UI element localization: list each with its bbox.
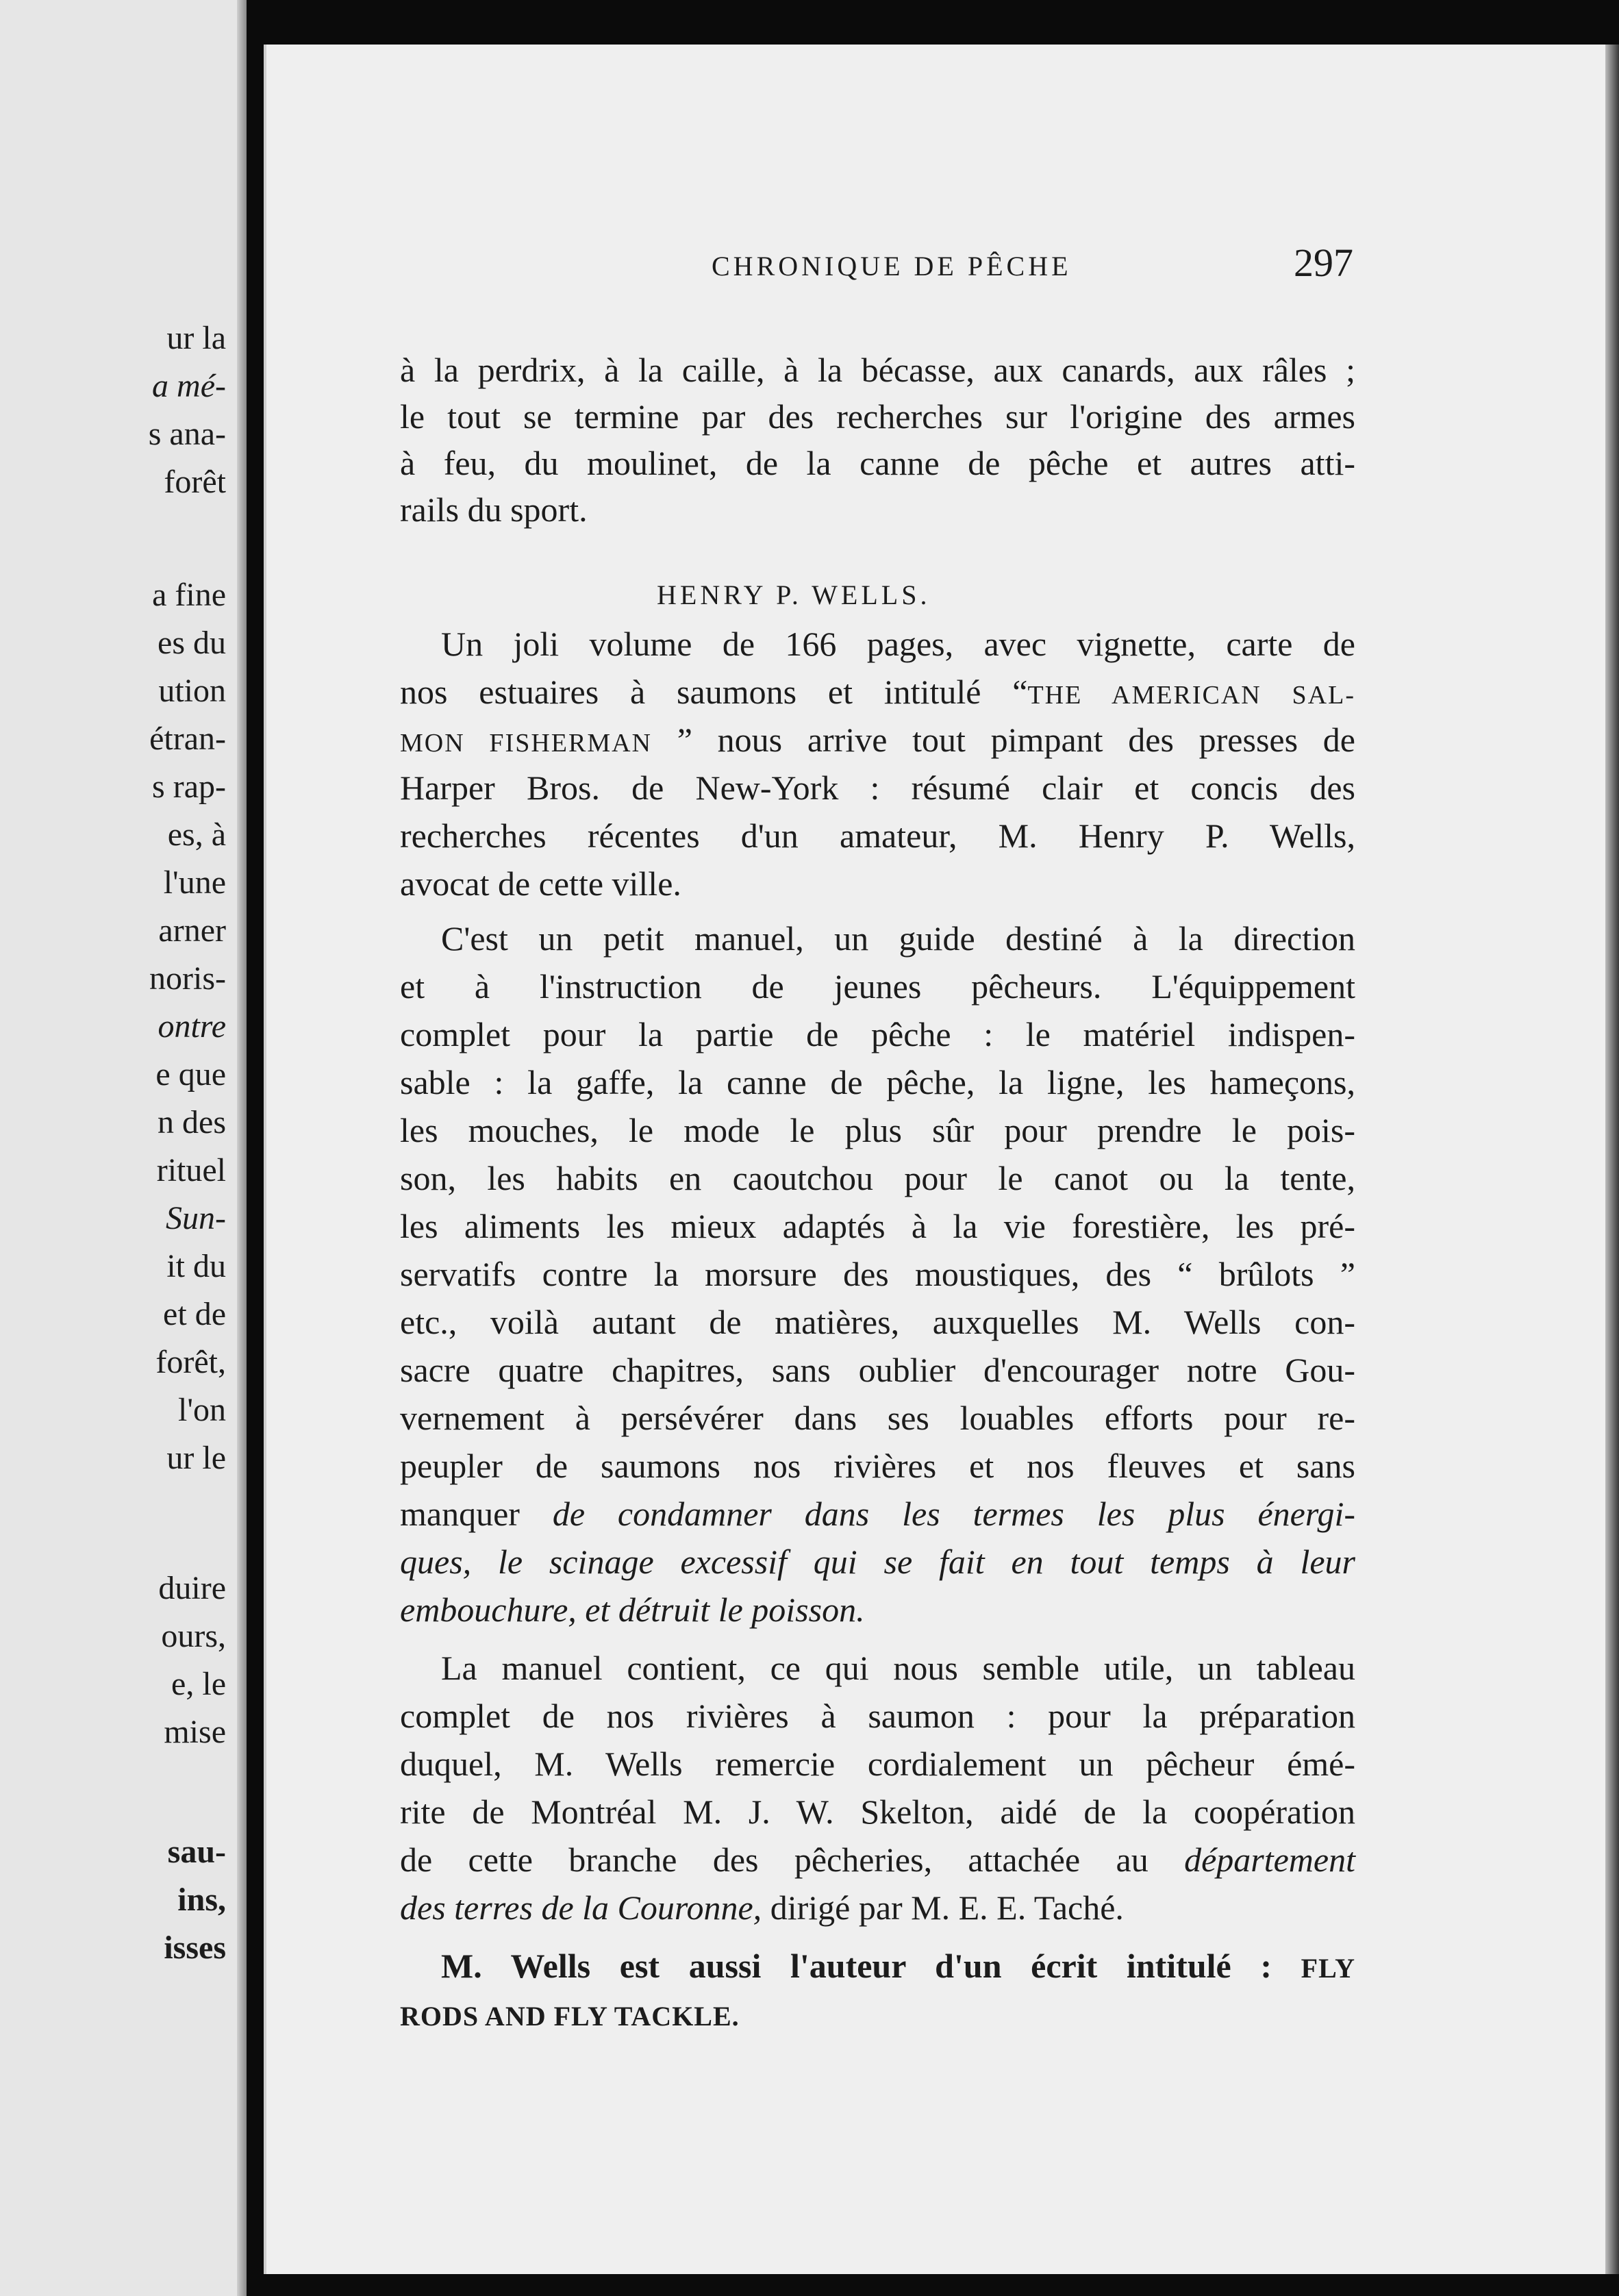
facing-page-fragment: rituel (156, 1152, 226, 1188)
facing-page-fragment: mise (164, 1714, 226, 1750)
text-line: rails du sport. (400, 490, 588, 529)
facing-page-fragment: e, le (171, 1666, 226, 1702)
text-run: dirigé par M. E. E. Taché. (762, 1888, 1124, 1927)
text-line: Un joli volume de 166 pages, avec vignette, carte de (441, 625, 1355, 663)
book-title-smallcaps: FLY (1301, 1953, 1355, 1984)
text-line: sacre quatre chapitres, sans oublier d'encourager notre Gou- (400, 1351, 1355, 1389)
text-line: etc., voilà autant de matières, auxquelles M. Wells con- (400, 1303, 1355, 1341)
facing-page-fragment: Sun- (166, 1200, 226, 1236)
facing-page-fragment: ur la (166, 320, 226, 356)
text-line: le tout se termine par des recherches sur l'origine des armes (400, 397, 1355, 436)
italic-text: de condamner dans les termes les plus énergi- (552, 1495, 1355, 1533)
text-line: La manuel contient, ce qui nous semble utile, un tableau (441, 1649, 1355, 1687)
text-line: vernement à persévérer dans ses louables efforts pour re- (400, 1399, 1355, 1437)
facing-page-fragment: forêt, (155, 1344, 226, 1380)
text-line: Harper Bros. de New-York : résumé clair et concis des (400, 769, 1355, 807)
page-number: 297 (1294, 240, 1353, 285)
running-head: CHRONIQUE DE PÊCHE (712, 251, 1072, 282)
page-gutter-shadow (237, 0, 247, 2296)
book-title-smallcaps: RODS AND FLY TACKLE. (400, 2001, 740, 2032)
text-line (400, 671, 1355, 716)
facing-page-fragment: n des (158, 1104, 226, 1140)
facing-page-fragment: l'on (178, 1392, 226, 1428)
text-run: nos estuaires à saumons et intitulé “ (400, 673, 1028, 711)
text-line (400, 1541, 1355, 1582)
text-line: avocat de cette ville. (400, 864, 681, 903)
facing-page-fragment: ontre (158, 1008, 226, 1045)
facing-page-fragment: forêt (164, 464, 226, 500)
text-line: complet pour la partie de pêche : le matériel indispen- (400, 1015, 1355, 1053)
text-line (400, 1887, 1355, 1928)
facing-page-fragment: ur le (166, 1440, 226, 1476)
text-line: duquel, M. Wells remercie cordialement un pêcheur émé- (400, 1745, 1355, 1783)
text-run: manquer (400, 1495, 553, 1533)
book-title-smallcaps: MON FISHERMAN (400, 729, 652, 758)
facing-page-fragment: es, à (167, 816, 226, 853)
text-run: M. Wells est aussi l'auteur d'un écrit intitulé : (441, 1947, 1301, 1985)
facing-page-fragment: ution (158, 673, 226, 709)
text-line: à la perdrix, à la caille, à la bécasse, aux canards, aux râles ; (400, 351, 1355, 389)
text-line: sable : la gaffe, la canne de pêche, la ligne, les hameçons, (400, 1063, 1355, 1101)
text-line (400, 1839, 1355, 1880)
text-line: C'est un petit manuel, un guide destiné à la direction (441, 919, 1355, 958)
facing-page-fragment: ins, (177, 1882, 226, 1918)
text-line (400, 1589, 1355, 1630)
facing-page-fragment: a mé- (152, 368, 226, 404)
facing-page (0, 0, 247, 2296)
text-line: les mouches, le mode le plus sûr pour prendre le pois- (400, 1111, 1355, 1149)
text-line (400, 719, 1355, 764)
facing-page-fragment: it du (166, 1248, 226, 1284)
text-line: rite de Montréal M. J. W. Skelton, aidé de la coopération (400, 1793, 1355, 1831)
page-edge-shadow (1605, 45, 1619, 2274)
facing-page-fragment: arner (158, 912, 226, 949)
text-line (400, 1493, 1355, 1534)
facing-page-fragment: s rap- (152, 769, 226, 805)
italic-text: embouchure, et détruit le poisson. (400, 1590, 865, 1629)
facing-page-fragment: l'une (163, 864, 226, 901)
text-line (400, 1993, 1355, 2037)
italic-text: département (1184, 1840, 1355, 1879)
text-line: recherches récentes d'un amateur, M. Henry P. Wells, (400, 816, 1355, 855)
facing-page-fragment: sau- (167, 1834, 226, 1870)
text-line: complet de nos rivières à saumon : pour la préparation (400, 1697, 1355, 1735)
text-line (441, 1945, 1355, 1989)
facing-page-fragment: étran- (149, 721, 226, 757)
facing-page-fragment: e que (155, 1056, 226, 1093)
facing-page-fragment: isses (164, 1930, 226, 1966)
text-line: à feu, du moulinet, de la canne de pêche et autres atti- (400, 444, 1355, 482)
text-run: ” nous arrive tout pimpant des presses de (652, 721, 1355, 759)
text-line: son, les habits en caoutchou pour le canot ou la tente, (400, 1159, 1355, 1197)
facing-page-fragment: noris- (149, 960, 226, 997)
text-line: les aliments les mieux adaptés à la vie forestière, les pré- (400, 1207, 1355, 1245)
facing-page-fragment: et de (163, 1296, 226, 1332)
section-heading: HENRY P. WELLS. (657, 579, 931, 610)
italic-text: ques, le scinage excessif qui se fait en tout temps à leur (400, 1543, 1355, 1581)
facing-page-fragment: s ana- (148, 416, 226, 452)
text-line: et à l'instruction de jeunes pêcheurs. L'équippement (400, 967, 1355, 1006)
book-title-smallcaps: THE AMERICAN SAL- (1027, 681, 1355, 710)
book-page (264, 45, 1605, 2274)
facing-page-fragment: es du (158, 625, 226, 661)
text-run: de cette branche des pêcheries, attachée au (400, 1840, 1185, 1879)
facing-page-fragment: ours, (161, 1618, 226, 1654)
facing-page-fragment: a fine (152, 577, 226, 613)
facing-page-fragment: duire (158, 1570, 226, 1606)
italic-text: des terres de la Couronne, (400, 1888, 762, 1927)
text-line: servatifs contre la morsure des moustiques, des “ brûlots ” (400, 1255, 1355, 1293)
text-line: peupler de saumons nos rivières et nos fleuves et sans (400, 1447, 1355, 1485)
